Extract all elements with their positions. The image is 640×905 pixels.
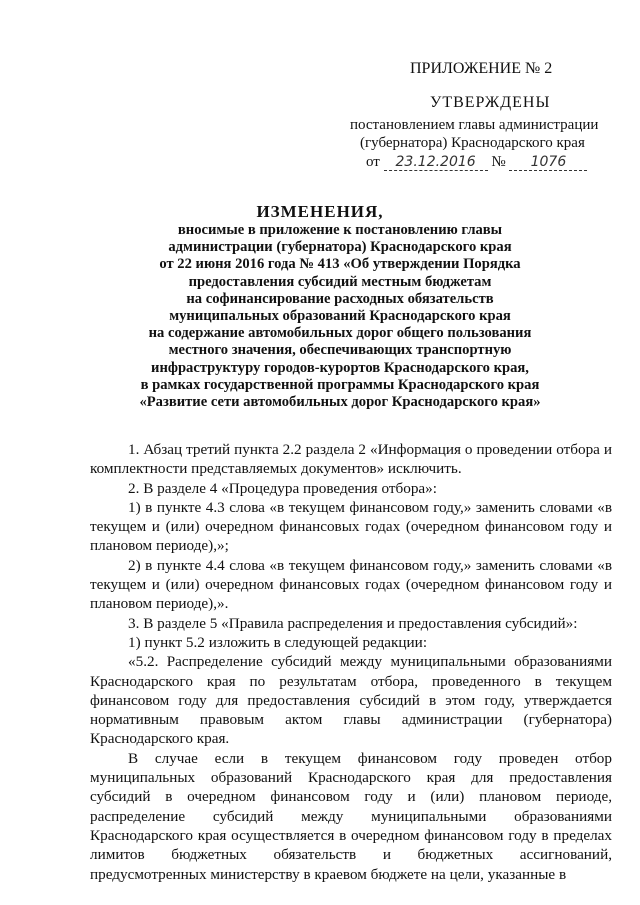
decree-line-1: постановлением главы администрации	[350, 117, 599, 133]
handwritten-date: 23.12.2016	[384, 154, 488, 171]
date-prefix: от	[366, 154, 380, 170]
subtitle-line: вносимые в приложение к постановлению главы	[177, 222, 503, 238]
paragraph: 1) пункт 5.2 изложить в следующей редакции:	[128, 633, 428, 651]
subtitle-line: местного значения, обеспечивающих транспортную	[168, 342, 512, 359]
subtitle-line: от 22 июня 2016 года № 413 «Об утверждении Порядка	[159, 256, 521, 273]
paragraph: «5.2. Распределение субсидий между муниципальными образованиями Краснодарского края по результатам отбора, проведенного в текущем финансовом году для предоставления субсидий в этом году, утверждается нормативным правовым актом главы администрации (губернатора) Краснодарского края.	[90, 653, 612, 748]
document-title: ИЗМЕНЕНИЯ,	[256, 202, 384, 221]
subtitle-line: администрации (губернатора) Краснодарского края	[168, 239, 512, 256]
paragraph: 2. В разделе 4 «Процедура проведения отбора»:	[128, 479, 437, 497]
appendix-number: ПРИЛОЖЕНИЕ № 2	[410, 60, 553, 77]
decree-line-2: (губернатора) Краснодарского края	[360, 135, 585, 151]
subtitle-line: инфраструктуру городов-курортов Краснодарского края,	[151, 359, 529, 376]
decree-date-line	[366, 154, 587, 171]
subtitle-line: предоставления субсидий местным бюджетам	[188, 273, 492, 290]
paragraph: 3. В разделе 5 «Правила распределения и предоставления субсидий»:	[128, 614, 578, 632]
subtitle-line: муниципальных образований Краснодарского края	[169, 308, 511, 325]
approved-label: УТВЕРЖДЕНЫ	[430, 94, 551, 111]
document-body	[90, 440, 612, 884]
document-subtitle	[60, 222, 620, 411]
paragraph: 2) в пункте 4.4 слова «в текущем финансовом году,» заменить словами «в текущем и (или) очередном финансовых годах (очередном финансовом году и плановом периоде),».	[90, 556, 612, 613]
subtitle-line: на содержание автомобильных дорог общего пользования	[148, 325, 532, 342]
paragraph: В случае если в текущем финансовом году проведен отбор муниципальных образований Краснодарского края для предоставления субсидий в очередном финансовом году и (или) плановом периоде, распределение субсидий между муниципальными образованиями Краснодарского края осуществляется в очередном финансовом году в пределах лимитов бюджетных обязательств и бюджетных ассигнований, предусмотренных министерству в краевом бюджете на цели, указанные в	[90, 749, 612, 883]
subtitle-line: в рамках государственной программы Краснодарского края	[140, 376, 540, 393]
number-prefix: №	[491, 154, 506, 170]
paragraph: 1) в пункте 4.3 слова «в текущем финансовом году,» заменить словами «в текущем и (или) очередном финансовых годах (очередном финансовом году и плановом периоде),»;	[90, 498, 612, 555]
handwritten-number: 1076	[509, 154, 587, 171]
subtitle-line: «Развитие сети автомобильных дорог Краснодарского края»	[139, 394, 541, 411]
subtitle-line: на софинансирование расходных обязательств	[186, 290, 494, 307]
paragraph: 1. Абзац третий пункта 2.2 раздела 2 «Информация о проведении отбора и комплектности представляемых документов» исключить.	[90, 441, 612, 478]
